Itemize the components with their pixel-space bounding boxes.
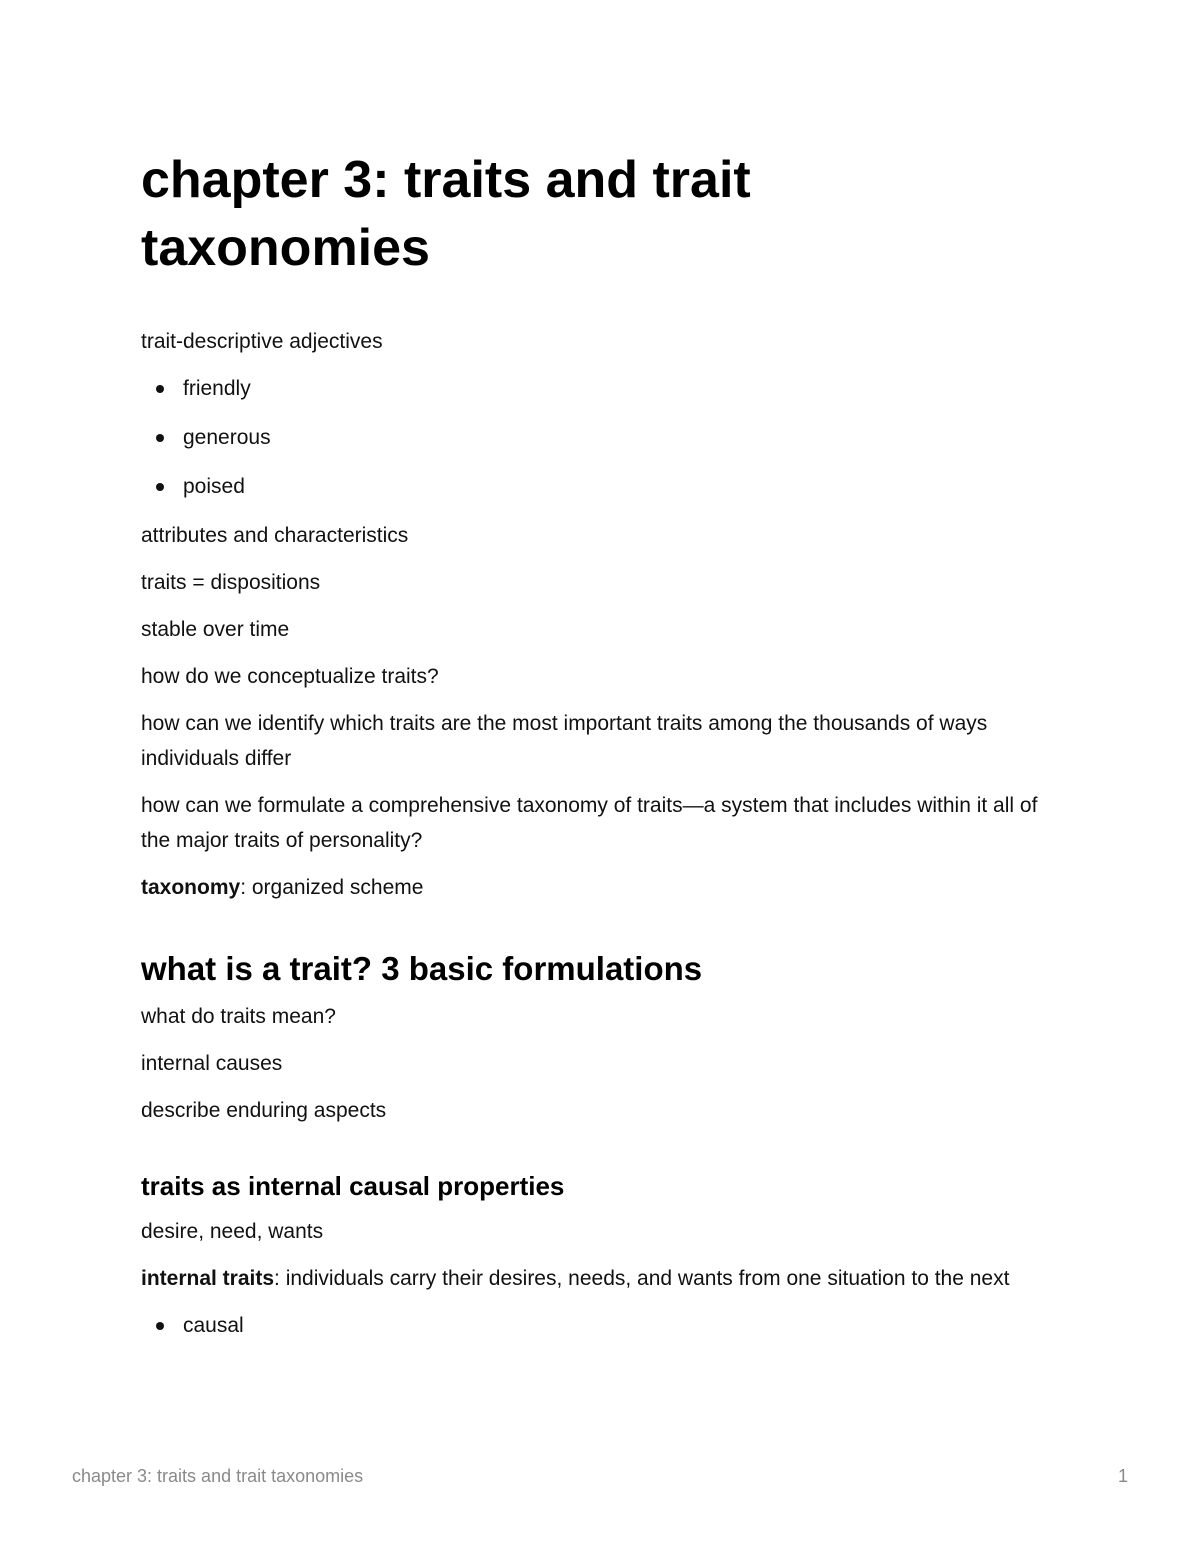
definition-text: : individuals carry their desires, needs, and wants from one situation to the next [274,1267,1010,1290]
paragraph: stable over time [141,618,290,641]
bullet-icon [156,483,164,491]
paragraph: how do we conceptualize traits? [141,665,439,688]
list-item-text: generous [183,426,271,449]
paragraph: trait-descriptive adjectives [141,330,383,353]
document-body [141,146,1051,1357]
bullet-icon [156,434,164,442]
paragraph: internal causes [141,1052,283,1075]
list-item [141,469,1051,504]
bullet-icon [156,1322,164,1330]
paragraph: attributes and characteristics [141,524,409,547]
list-item [141,420,1051,455]
paragraph: how can we identify which traits are the most important traits among the thousands of ways individuals differ [141,712,988,770]
internal-traits-definition [141,1261,1051,1296]
causal-list [141,1308,1051,1343]
section-heading: what is a trait? 3 basic formulations [141,950,703,987]
definition-text: : organized scheme [240,876,424,899]
list-item-text: poised [183,475,245,498]
paragraph: how can we formulate a comprehensive taxonomy of traits—a system that includes within it all of the major traits of personality? [141,794,1038,852]
list-item [141,371,1051,406]
taxonomy-definition [141,870,1051,905]
list-item-text: causal [183,1314,244,1337]
paragraph: traits = dispositions [141,571,321,594]
term-bold: internal traits [141,1267,275,1290]
list-item-text: friendly [183,377,251,400]
page-title: chapter 3: traits and trait taxonomies [141,151,751,277]
paragraph: describe enduring aspects [141,1099,387,1122]
subsection-heading: traits as internal causal properties [141,1171,565,1201]
page-number: 1 [1117,1466,1128,1486]
footer-title: chapter 3: traits and trait taxonomies [72,1466,364,1486]
bullet-icon [156,385,164,393]
adjective-list [141,371,1051,504]
list-item [141,1308,1051,1343]
term-bold: taxonomy [141,876,241,899]
paragraph: what do traits mean? [141,1005,336,1028]
paragraph: desire, need, wants [141,1220,324,1243]
